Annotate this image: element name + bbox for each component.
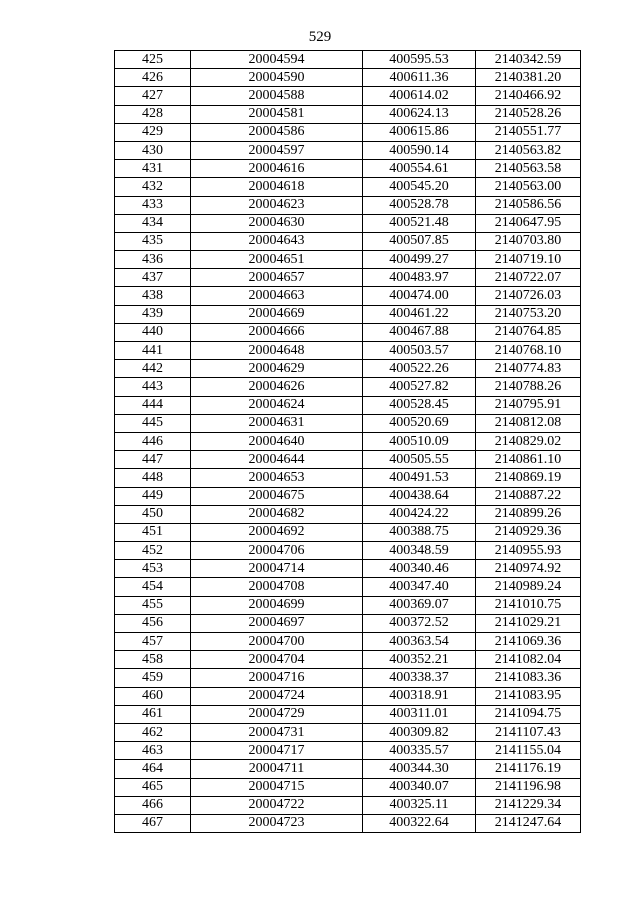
point-id-cell: 20004675 [191, 487, 363, 505]
point-number-cell: 444 [115, 396, 191, 414]
y-coordinate-cell: 2140586.56 [476, 196, 581, 214]
point-number-cell: 434 [115, 214, 191, 232]
y-coordinate-cell: 2140812.08 [476, 414, 581, 432]
page-number: 529 [308, 29, 332, 45]
y-coordinate-cell: 2141247.64 [476, 814, 581, 832]
y-coordinate-cell: 2140887.22 [476, 487, 581, 505]
x-coordinate-cell: 400338.37 [363, 669, 476, 687]
point-id-cell: 20004682 [191, 505, 363, 523]
point-number-cell: 449 [115, 487, 191, 505]
x-coordinate-cell: 400520.69 [363, 414, 476, 432]
table-row [115, 269, 581, 287]
point-number-cell: 461 [115, 705, 191, 723]
table-row [115, 323, 581, 341]
point-number-cell: 447 [115, 451, 191, 469]
point-number-cell: 466 [115, 796, 191, 814]
point-number-cell: 452 [115, 542, 191, 560]
x-coordinate-cell: 400499.27 [363, 251, 476, 269]
table-row [115, 523, 581, 541]
x-coordinate-cell: 400325.11 [363, 796, 476, 814]
point-number-cell: 432 [115, 178, 191, 196]
point-id-cell: 20004594 [191, 51, 363, 69]
table-row [115, 469, 581, 487]
y-coordinate-cell: 2140703.80 [476, 232, 581, 250]
table-row [115, 378, 581, 396]
point-id-cell: 20004630 [191, 214, 363, 232]
table-row [115, 542, 581, 560]
point-id-cell: 20004648 [191, 342, 363, 360]
table-row [115, 705, 581, 723]
table-row [115, 451, 581, 469]
y-coordinate-cell: 2141094.75 [476, 705, 581, 723]
point-number-cell: 457 [115, 633, 191, 651]
point-number-cell: 435 [115, 232, 191, 250]
y-coordinate-cell: 2140795.91 [476, 396, 581, 414]
table-row [115, 160, 581, 178]
x-coordinate-cell: 400347.40 [363, 578, 476, 596]
point-id-cell: 20004618 [191, 178, 363, 196]
x-coordinate-cell: 400340.07 [363, 778, 476, 796]
y-coordinate-cell: 2140974.92 [476, 560, 581, 578]
point-number-cell: 440 [115, 323, 191, 341]
y-coordinate-cell: 2140929.36 [476, 523, 581, 541]
x-coordinate-cell: 400545.20 [363, 178, 476, 196]
table-row [115, 396, 581, 414]
point-number-cell: 455 [115, 596, 191, 614]
x-coordinate-cell: 400483.97 [363, 269, 476, 287]
table-row [115, 251, 581, 269]
x-coordinate-cell: 400424.22 [363, 505, 476, 523]
point-id-cell: 20004724 [191, 687, 363, 705]
point-id-cell: 20004700 [191, 633, 363, 651]
point-id-cell: 20004731 [191, 723, 363, 741]
point-id-cell: 20004624 [191, 396, 363, 414]
table-row [115, 796, 581, 814]
point-id-cell: 20004714 [191, 560, 363, 578]
y-coordinate-cell: 2141069.36 [476, 633, 581, 651]
x-coordinate-cell: 400615.86 [363, 123, 476, 141]
point-id-cell: 20004715 [191, 778, 363, 796]
x-coordinate-cell: 400491.53 [363, 469, 476, 487]
x-coordinate-cell: 400318.91 [363, 687, 476, 705]
table-row [115, 232, 581, 250]
table-row [115, 141, 581, 159]
point-number-cell: 430 [115, 141, 191, 159]
point-number-cell: 437 [115, 269, 191, 287]
point-number-cell: 429 [115, 123, 191, 141]
y-coordinate-cell: 2140989.24 [476, 578, 581, 596]
y-coordinate-cell: 2141196.98 [476, 778, 581, 796]
point-id-cell: 20004697 [191, 614, 363, 632]
x-coordinate-cell: 400363.54 [363, 633, 476, 651]
table-row [115, 742, 581, 760]
table-row [115, 123, 581, 141]
x-coordinate-cell: 400505.55 [363, 451, 476, 469]
y-coordinate-cell: 2141029.21 [476, 614, 581, 632]
y-coordinate-cell: 2140869.19 [476, 469, 581, 487]
table-row [115, 760, 581, 778]
coordinates-table [114, 50, 581, 833]
table-row [115, 414, 581, 432]
point-id-cell: 20004706 [191, 542, 363, 560]
y-coordinate-cell: 2140722.07 [476, 269, 581, 287]
x-coordinate-cell: 400340.46 [363, 560, 476, 578]
point-number-cell: 439 [115, 305, 191, 323]
x-coordinate-cell: 400348.59 [363, 542, 476, 560]
point-number-cell: 465 [115, 778, 191, 796]
x-coordinate-cell: 400438.64 [363, 487, 476, 505]
x-coordinate-cell: 400344.30 [363, 760, 476, 778]
point-id-cell: 20004626 [191, 378, 363, 396]
x-coordinate-cell: 400595.53 [363, 51, 476, 69]
y-coordinate-cell: 2140774.83 [476, 360, 581, 378]
x-coordinate-cell: 400528.78 [363, 196, 476, 214]
x-coordinate-cell: 400528.45 [363, 396, 476, 414]
y-coordinate-cell: 2140955.93 [476, 542, 581, 560]
point-id-cell: 20004597 [191, 141, 363, 159]
y-coordinate-cell: 2141155.04 [476, 742, 581, 760]
x-coordinate-cell: 400461.22 [363, 305, 476, 323]
table-row [115, 814, 581, 832]
x-coordinate-cell: 400503.57 [363, 342, 476, 360]
table-row [115, 487, 581, 505]
table-row [115, 578, 581, 596]
point-number-cell: 450 [115, 505, 191, 523]
point-id-cell: 20004590 [191, 69, 363, 87]
point-id-cell: 20004692 [191, 523, 363, 541]
y-coordinate-cell: 2140528.26 [476, 105, 581, 123]
point-number-cell: 448 [115, 469, 191, 487]
y-coordinate-cell: 2140563.00 [476, 178, 581, 196]
point-number-cell: 464 [115, 760, 191, 778]
table-row [115, 651, 581, 669]
point-number-cell: 433 [115, 196, 191, 214]
x-coordinate-cell: 400624.13 [363, 105, 476, 123]
point-id-cell: 20004643 [191, 232, 363, 250]
table-row [115, 723, 581, 741]
table-row [115, 669, 581, 687]
point-id-cell: 20004699 [191, 596, 363, 614]
point-id-cell: 20004717 [191, 742, 363, 760]
table-row [115, 305, 581, 323]
point-id-cell: 20004616 [191, 160, 363, 178]
point-number-cell: 451 [115, 523, 191, 541]
point-number-cell: 454 [115, 578, 191, 596]
point-number-cell: 431 [115, 160, 191, 178]
point-id-cell: 20004586 [191, 123, 363, 141]
point-number-cell: 445 [115, 414, 191, 432]
x-coordinate-cell: 400467.88 [363, 323, 476, 341]
point-number-cell: 427 [115, 87, 191, 105]
x-coordinate-cell: 400474.00 [363, 287, 476, 305]
point-id-cell: 20004581 [191, 105, 363, 123]
table-row [115, 69, 581, 87]
table-row [115, 87, 581, 105]
table-row [115, 614, 581, 632]
x-coordinate-cell: 400521.48 [363, 214, 476, 232]
y-coordinate-cell: 2140551.77 [476, 123, 581, 141]
point-number-cell: 425 [115, 51, 191, 69]
point-id-cell: 20004657 [191, 269, 363, 287]
y-coordinate-cell: 2140466.92 [476, 87, 581, 105]
table-row [115, 105, 581, 123]
point-id-cell: 20004663 [191, 287, 363, 305]
y-coordinate-cell: 2141082.04 [476, 651, 581, 669]
y-coordinate-cell: 2140563.82 [476, 141, 581, 159]
point-id-cell: 20004711 [191, 760, 363, 778]
y-coordinate-cell: 2140342.59 [476, 51, 581, 69]
point-id-cell: 20004704 [191, 651, 363, 669]
point-number-cell: 442 [115, 360, 191, 378]
y-coordinate-cell: 2140764.85 [476, 323, 581, 341]
y-coordinate-cell: 2140829.02 [476, 432, 581, 450]
table-row [115, 360, 581, 378]
table-row [115, 432, 581, 450]
x-coordinate-cell: 400510.09 [363, 432, 476, 450]
y-coordinate-cell: 2141010.75 [476, 596, 581, 614]
point-id-cell: 20004651 [191, 251, 363, 269]
table-row [115, 505, 581, 523]
point-id-cell: 20004716 [191, 669, 363, 687]
point-id-cell: 20004722 [191, 796, 363, 814]
y-coordinate-cell: 2141107.43 [476, 723, 581, 741]
x-coordinate-cell: 400614.02 [363, 87, 476, 105]
point-id-cell: 20004653 [191, 469, 363, 487]
point-number-cell: 459 [115, 669, 191, 687]
point-id-cell: 20004629 [191, 360, 363, 378]
point-id-cell: 20004644 [191, 451, 363, 469]
table-row [115, 178, 581, 196]
point-number-cell: 463 [115, 742, 191, 760]
point-number-cell: 436 [115, 251, 191, 269]
point-id-cell: 20004723 [191, 814, 363, 832]
y-coordinate-cell: 2141229.34 [476, 796, 581, 814]
x-coordinate-cell: 400322.64 [363, 814, 476, 832]
x-coordinate-cell: 400507.85 [363, 232, 476, 250]
point-number-cell: 467 [115, 814, 191, 832]
point-id-cell: 20004623 [191, 196, 363, 214]
table-row [115, 596, 581, 614]
table-row [115, 51, 581, 69]
x-coordinate-cell: 400527.82 [363, 378, 476, 396]
table-row [115, 214, 581, 232]
point-number-cell: 443 [115, 378, 191, 396]
table-row [115, 778, 581, 796]
y-coordinate-cell: 2140647.95 [476, 214, 581, 232]
y-coordinate-cell: 2140768.10 [476, 342, 581, 360]
y-coordinate-cell: 2141176.19 [476, 760, 581, 778]
y-coordinate-cell: 2140719.10 [476, 251, 581, 269]
table-row [115, 560, 581, 578]
x-coordinate-cell: 400554.61 [363, 160, 476, 178]
table-row [115, 342, 581, 360]
y-coordinate-cell: 2140788.26 [476, 378, 581, 396]
coordinates-table-body [115, 51, 581, 833]
y-coordinate-cell: 2141083.36 [476, 669, 581, 687]
y-coordinate-cell: 2140753.20 [476, 305, 581, 323]
point-number-cell: 438 [115, 287, 191, 305]
y-coordinate-cell: 2141083.95 [476, 687, 581, 705]
point-number-cell: 460 [115, 687, 191, 705]
x-coordinate-cell: 400388.75 [363, 523, 476, 541]
y-coordinate-cell: 2140861.10 [476, 451, 581, 469]
y-coordinate-cell: 2140381.20 [476, 69, 581, 87]
point-number-cell: 462 [115, 723, 191, 741]
point-number-cell: 426 [115, 69, 191, 87]
x-coordinate-cell: 400372.52 [363, 614, 476, 632]
point-id-cell: 20004708 [191, 578, 363, 596]
point-id-cell: 20004669 [191, 305, 363, 323]
point-number-cell: 453 [115, 560, 191, 578]
x-coordinate-cell: 400352.21 [363, 651, 476, 669]
y-coordinate-cell: 2140899.26 [476, 505, 581, 523]
point-id-cell: 20004588 [191, 87, 363, 105]
table-row [115, 633, 581, 651]
x-coordinate-cell: 400335.57 [363, 742, 476, 760]
x-coordinate-cell: 400311.01 [363, 705, 476, 723]
point-id-cell: 20004666 [191, 323, 363, 341]
point-id-cell: 20004640 [191, 432, 363, 450]
x-coordinate-cell: 400309.82 [363, 723, 476, 741]
x-coordinate-cell: 400590.14 [363, 141, 476, 159]
point-number-cell: 456 [115, 614, 191, 632]
point-id-cell: 20004631 [191, 414, 363, 432]
x-coordinate-cell: 400522.26 [363, 360, 476, 378]
point-id-cell: 20004729 [191, 705, 363, 723]
y-coordinate-cell: 2140563.58 [476, 160, 581, 178]
x-coordinate-cell: 400369.07 [363, 596, 476, 614]
table-row [115, 196, 581, 214]
x-coordinate-cell: 400611.36 [363, 69, 476, 87]
point-number-cell: 458 [115, 651, 191, 669]
y-coordinate-cell: 2140726.03 [476, 287, 581, 305]
point-number-cell: 441 [115, 342, 191, 360]
point-number-cell: 446 [115, 432, 191, 450]
table-row [115, 687, 581, 705]
table-row [115, 287, 581, 305]
point-number-cell: 428 [115, 105, 191, 123]
